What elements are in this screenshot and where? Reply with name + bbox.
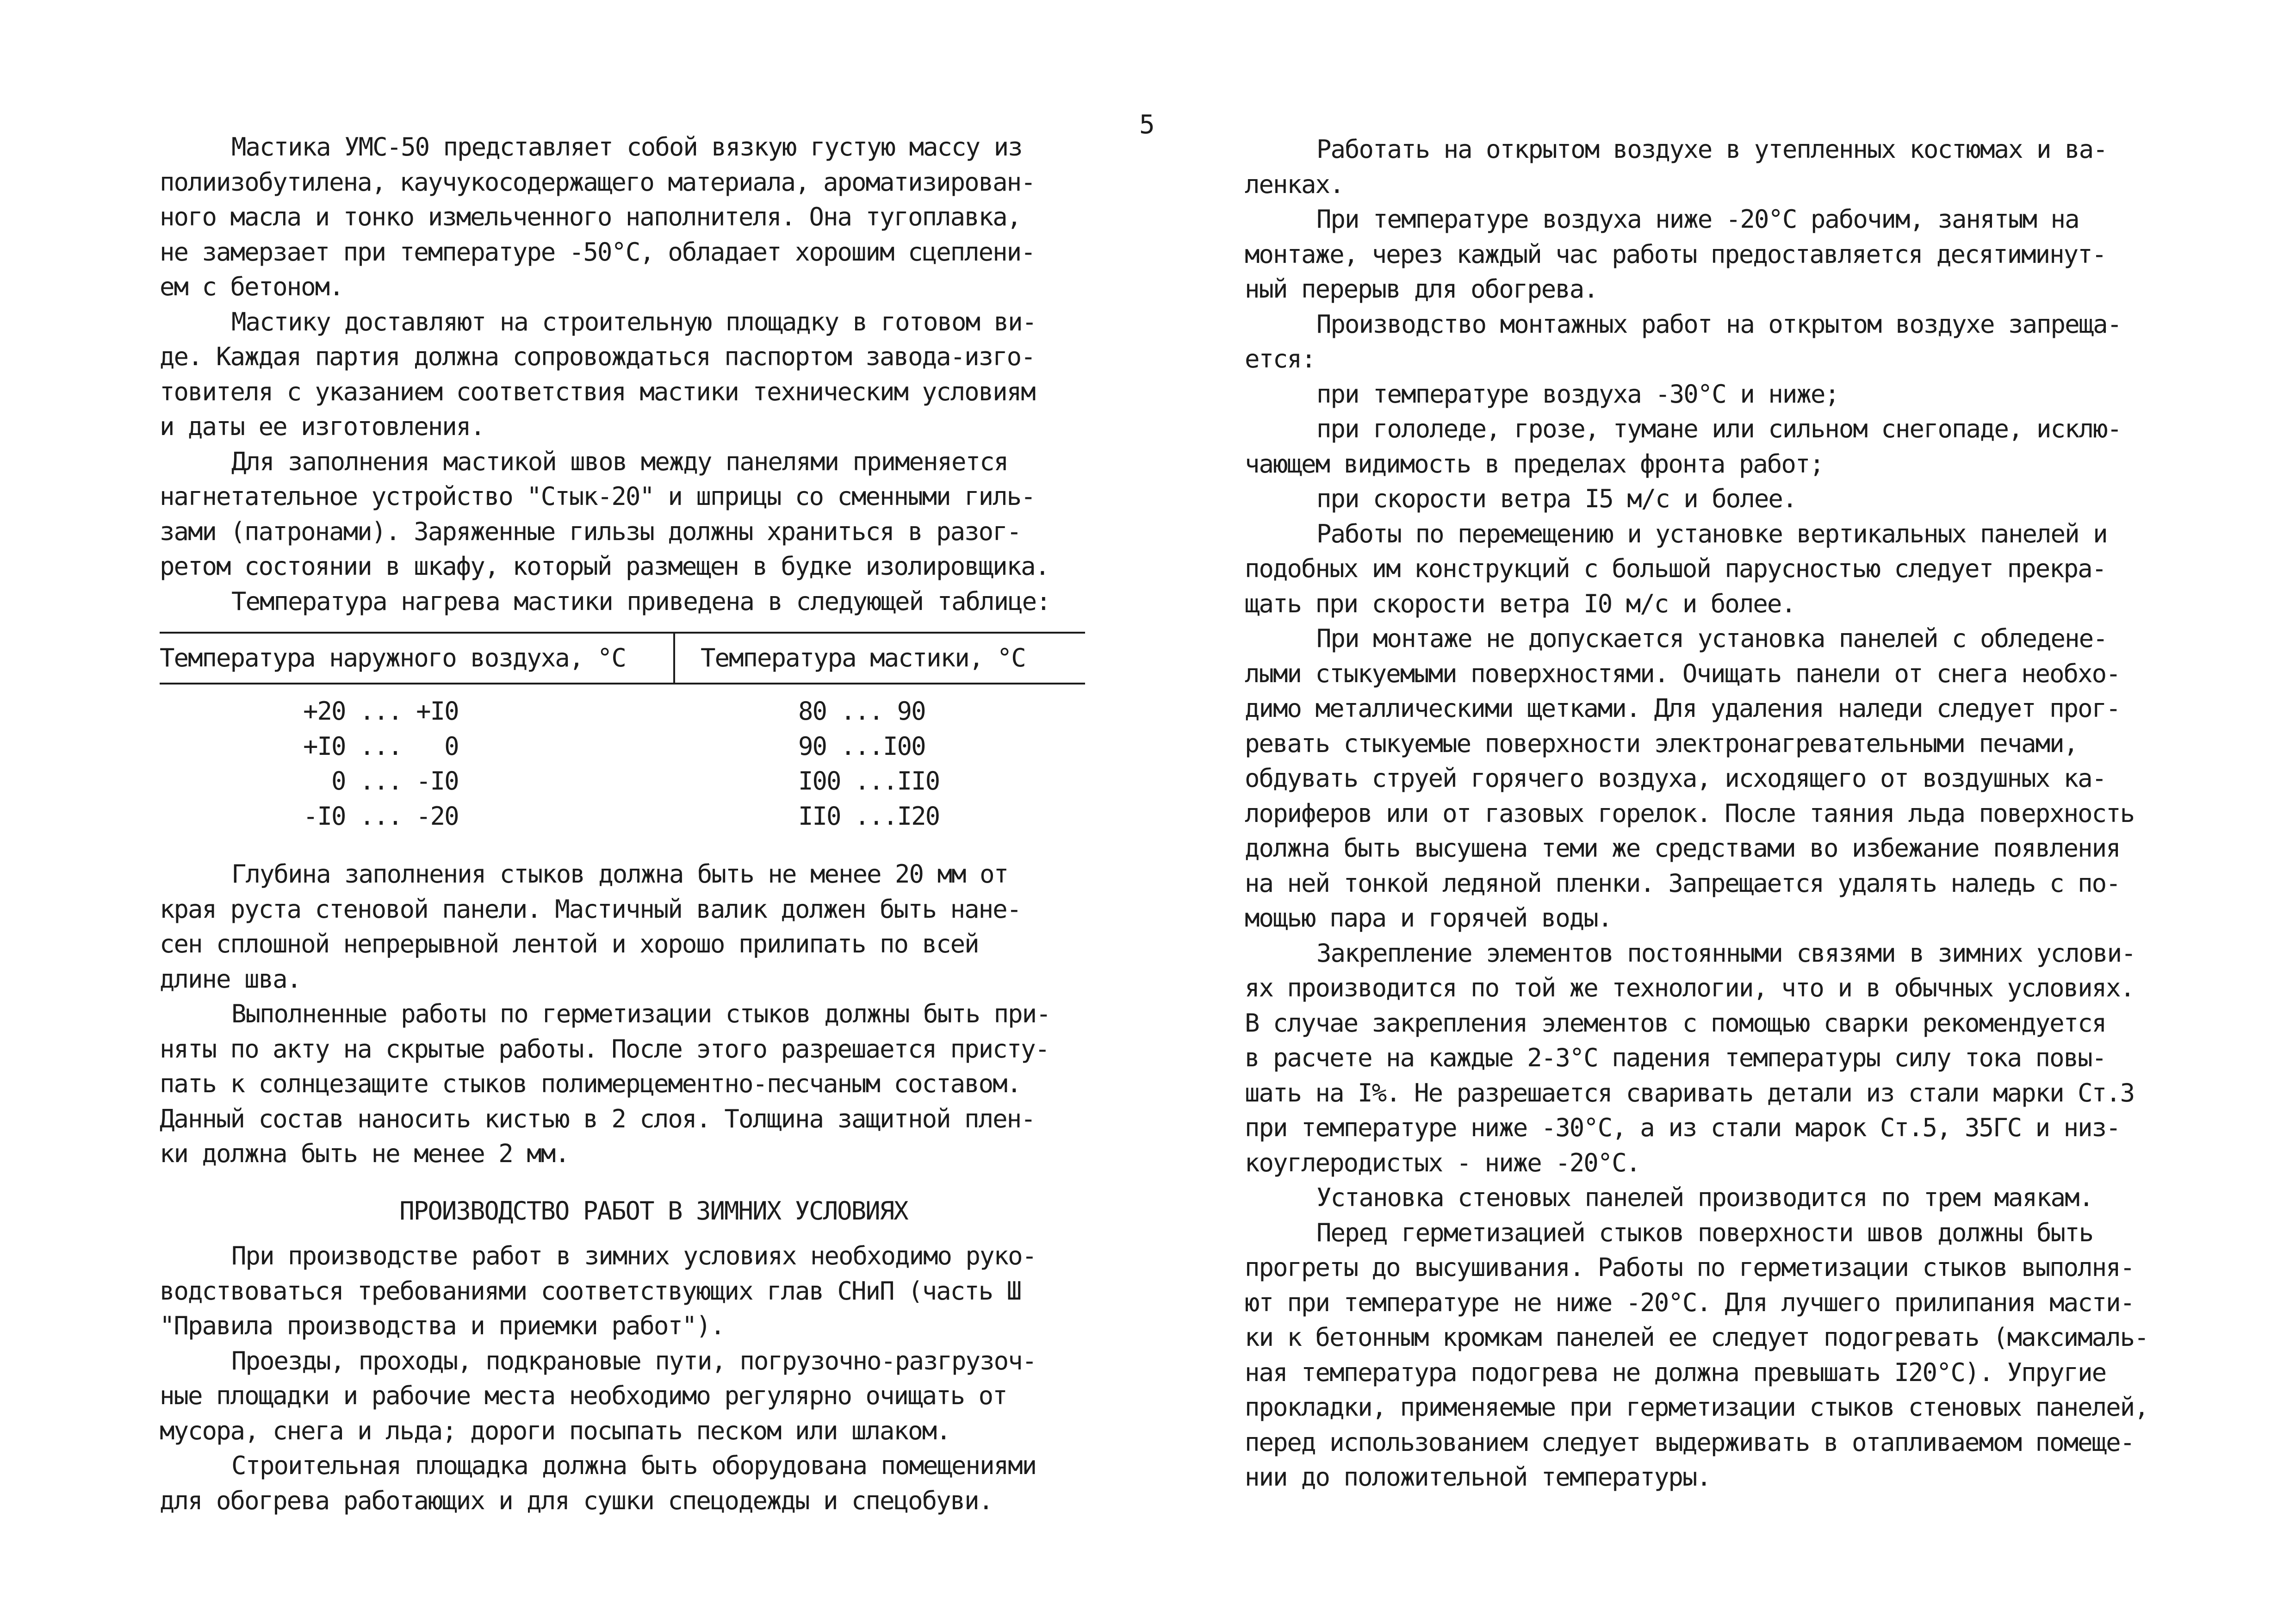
- text-line: ленках.: [1245, 169, 1344, 199]
- paragraph-warm-clothing: [1245, 132, 2163, 202]
- paragraph-clearing: [160, 1344, 1074, 1449]
- text-line: Мастика УМС-50 представляет собой вязкую густую массу из: [231, 132, 1022, 162]
- text-line: в расчете на каждые 2-3°С падения температуры силу тока повы-: [1245, 1043, 2106, 1072]
- text-line: обдувать струей горячего воздуха, исходящего от воздушных ка-: [1245, 764, 2106, 793]
- text-line: мусора, снега и льда; дороги посыпать песком или шлаком.: [160, 1416, 950, 1445]
- table-row: [160, 764, 1074, 799]
- text-line: Для заполнения мастикой швов между панелями применяется: [231, 447, 1008, 476]
- text-line: нии до положительной температуры.: [1245, 1462, 1711, 1492]
- text-line: пать к солнцезащите стыков полимерцементно-песчаным составом.: [160, 1069, 1021, 1098]
- text-line: Мастику доставляют на строительную площадку в готовом ви-: [231, 307, 1036, 336]
- text-line: ки к бетонным кромкам панелей ее следует подогревать (максималь-: [1245, 1323, 2148, 1352]
- text-line: при гололеде, грозе, тумане или сильном снегопаде, исклю-: [1316, 414, 2122, 443]
- header-mastic-temperature: Температура мастики, °С: [701, 643, 1025, 673]
- paragraph-heating-break: [1245, 202, 2163, 307]
- paragraph-table-intro: [160, 584, 1074, 619]
- text-line: щать при скорости ветра I0 м/с и более.: [1245, 589, 1795, 618]
- text-line: не замерзает при температуре -50°С, обладает хорошим сцеплени-: [160, 237, 1035, 267]
- text-line: лориферов или от газовых горелок. После таяния льда поверхность: [1245, 798, 2135, 828]
- text-line: Строительная площадка должна быть оборудована помещениями: [231, 1451, 1036, 1480]
- text-line: ях производится по той же технологии, что и в обычных условиях.: [1245, 973, 2135, 1002]
- paragraph-icing: [1245, 621, 2163, 936]
- text-line: димо металлическими щетками. Для удаления наледи следует прог-: [1245, 694, 2120, 723]
- text-line: При температуре воздуха ниже -20°С рабочим, занятым на: [1316, 205, 2079, 234]
- text-line: Температура нагрева мастики приведена в следующей таблице:: [231, 586, 1050, 616]
- text-line: ревать стыкуемые поверхности электронагревательными печами,: [1245, 728, 2078, 758]
- text-line: полиизобутилена, каучукосодержащего материала, ароматизирован-: [160, 167, 1035, 197]
- cell-mastic: 90 ...I00: [798, 731, 925, 761]
- text-line: подобных им конструкций с большой парусностью следует прекра-: [1245, 554, 2106, 583]
- paragraph-mastic-delivery: [160, 305, 1074, 444]
- text-line: на ней тонкой ледяной пленки. Запрещается удалять наледь с по-: [1245, 868, 2120, 898]
- text-line: товителя с указанием соответствия мастики техническим условиям: [160, 377, 1035, 406]
- list-item-weather: [1245, 411, 2163, 481]
- paragraph-joint-filling: [160, 444, 1074, 584]
- text-line: ем с бетоном.: [160, 272, 343, 301]
- cell-mastic: 80 ... 90: [798, 697, 925, 726]
- list-item-wind: [1245, 481, 2163, 516]
- list-item-temperature: [1245, 377, 2163, 412]
- text-line: ки должна быть не менее 2 мм.: [160, 1139, 569, 1168]
- text-line: шать на I%. Не разрешается сваривать детали из стали марки Ст.3: [1245, 1078, 2135, 1108]
- paragraph-vertical-panels: [1245, 516, 2163, 622]
- text-line: длине шва.: [160, 964, 301, 994]
- text-line: ется:: [1245, 344, 1316, 373]
- section-heading-winter: ПРОИЗВОДСТВО РАБОТ В ЗИМНИХ УСЛОВИЯХ: [399, 1196, 908, 1226]
- text-line: Установка стеновых панелей производится по трем маякам.: [1316, 1183, 2093, 1212]
- text-line: прогреты до высушивания. Работы по герметизации стыков выполня-: [1245, 1253, 2135, 1282]
- right-column: [1245, 132, 2163, 1495]
- paragraph-fill-depth: [160, 857, 1074, 996]
- text-line: и даты ее изготовления.: [160, 412, 484, 441]
- cell-mastic: I00 ...II0: [798, 766, 940, 796]
- text-line: Перед герметизацией стыков поверхности швов должны быть: [1316, 1218, 2093, 1247]
- paragraph-prohibited: [1245, 307, 2163, 377]
- text-line: Проезды, проходы, подкрановые пути, погрузочно-разгрузоч-: [231, 1346, 1036, 1375]
- table-header-rule: [160, 683, 1085, 684]
- text-line: монтаже, через каждый час работы предоставляется десятиминут-: [1245, 239, 2106, 269]
- text-line: ная температура подогрева не должна превышать I20°С). Упругие: [1245, 1357, 2106, 1387]
- text-line: При производстве работ в зимних условиях необходимо руко-: [231, 1241, 1036, 1270]
- text-line: Работать на открытом воздухе в утепленных костюмах и ва-: [1316, 135, 2107, 164]
- text-line: ют при температуре не ниже -20°С. Для лучшего прилипания масти-: [1245, 1288, 2135, 1317]
- page-number: 5: [1139, 110, 1155, 140]
- text-line: при температуре воздуха -30°С и ниже;: [1316, 379, 1839, 409]
- text-line: де. Каждая партия должна сопровождаться паспортом завода-изго-: [160, 342, 1035, 371]
- left-column: [160, 130, 1074, 1518]
- text-line: прокладки, применяемые при герметизации стыков стеновых панелей,: [1245, 1393, 2148, 1422]
- text-line: Производство монтажных работ на открытом воздухе запреща-: [1316, 309, 2122, 339]
- cell-air: +I0 ... 0: [303, 731, 459, 761]
- text-line: при температуре ниже -30°С, а из стали марок Ст.5, 35ГС и низ-: [1245, 1113, 2120, 1142]
- paragraph-sealing: [1245, 1215, 2163, 1495]
- table-header-row: [160, 634, 1085, 683]
- table-row: [160, 729, 1074, 764]
- cell-air: +20 ... +I0: [303, 697, 459, 726]
- text-line: зами (патронами). Заряженные гильзы должны храниться в разог-: [160, 516, 1021, 546]
- paragraph-winter-norms: [160, 1238, 1074, 1344]
- text-line: "Правила производства и приемки работ").: [160, 1311, 725, 1340]
- text-line: Данный состав наносить кистью в 2 слоя. Толщина защитной плен-: [160, 1104, 1035, 1133]
- paragraph-mastic-description: [160, 130, 1074, 305]
- table-row: [160, 799, 1074, 834]
- text-line: мощью пара и горячей воды.: [1245, 903, 1612, 933]
- text-line: В случае закрепления элементов с помощью сварки рекомендуется: [1245, 1008, 2106, 1038]
- cell-mastic: II0 ...I20: [798, 801, 940, 831]
- text-line: для обогрева работающих и для сушки спецодежды и спецобуви.: [160, 1486, 993, 1515]
- text-line: Закрепление элементов постоянными связями в зимних услови-: [1316, 938, 2135, 968]
- header-air-temperature: Температура наружного воздуха, °С: [160, 634, 675, 683]
- text-line: водствоваться требованиями соответствующих глав СНиП (часть Ш: [160, 1276, 1021, 1306]
- paragraph-beacons: [1245, 1180, 2163, 1215]
- text-line: края руста стеновой панели. Мастичный валик должен быть нане-: [160, 894, 1021, 924]
- text-line: ретом состоянии в шкафу, который размещен в будке изолировщика.: [160, 552, 1049, 581]
- text-line: перед использованием следует выдерживать в отапливаемом помеще-: [1245, 1427, 2135, 1457]
- text-line: при скорости ветра I5 м/с и более.: [1316, 484, 1797, 513]
- text-line: Работы по перемещению и установке вертикальных панелей и: [1316, 519, 2107, 548]
- temperature-table: [160, 632, 1074, 834]
- paragraph-heating-rooms: [160, 1448, 1074, 1518]
- table-row: [160, 694, 1074, 729]
- text-line: нагнетательное устройство "Стык-20" и шприцы со сменными гиль-: [160, 482, 1035, 511]
- text-line: лыми стыкуемыми поверхностями. Очищать панели от снега необхо-: [1245, 659, 2120, 688]
- text-line: ные площадки и рабочие места необходимо регулярно очищать от: [160, 1381, 1007, 1410]
- paragraph-acceptance: [160, 996, 1074, 1171]
- paragraph-welding: [1245, 936, 2163, 1181]
- text-line: ного масла и тонко измельченного наполнителя. Она тугоплавка,: [160, 202, 1021, 231]
- cell-air: -I0 ... -20: [303, 801, 459, 831]
- text-line: должна быть высушена теми же средствами во избежание появления: [1245, 834, 2120, 863]
- text-line: Глубина заполнения стыков должна быть не менее 20 мм от: [231, 859, 1008, 889]
- text-line: ный перерыв для обогрева.: [1245, 274, 1598, 304]
- text-line: При монтаже не допускается установка панелей с обледене-: [1316, 624, 2107, 653]
- text-line: няты по акту на скрытые работы. После этого разрешается присту-: [160, 1034, 1049, 1064]
- cell-air: 0 ... -I0: [303, 766, 459, 796]
- text-line: сен сплошной непрерывной лентой и хорошо прилипать по всей: [160, 929, 979, 958]
- text-line: коуглеродистых - ниже -20°С.: [1245, 1148, 1640, 1177]
- text-line: Выполненные работы по герметизации стыков должны быть при-: [231, 999, 1050, 1028]
- text-line: чающем видимость в пределах фронта работ;: [1245, 449, 1824, 479]
